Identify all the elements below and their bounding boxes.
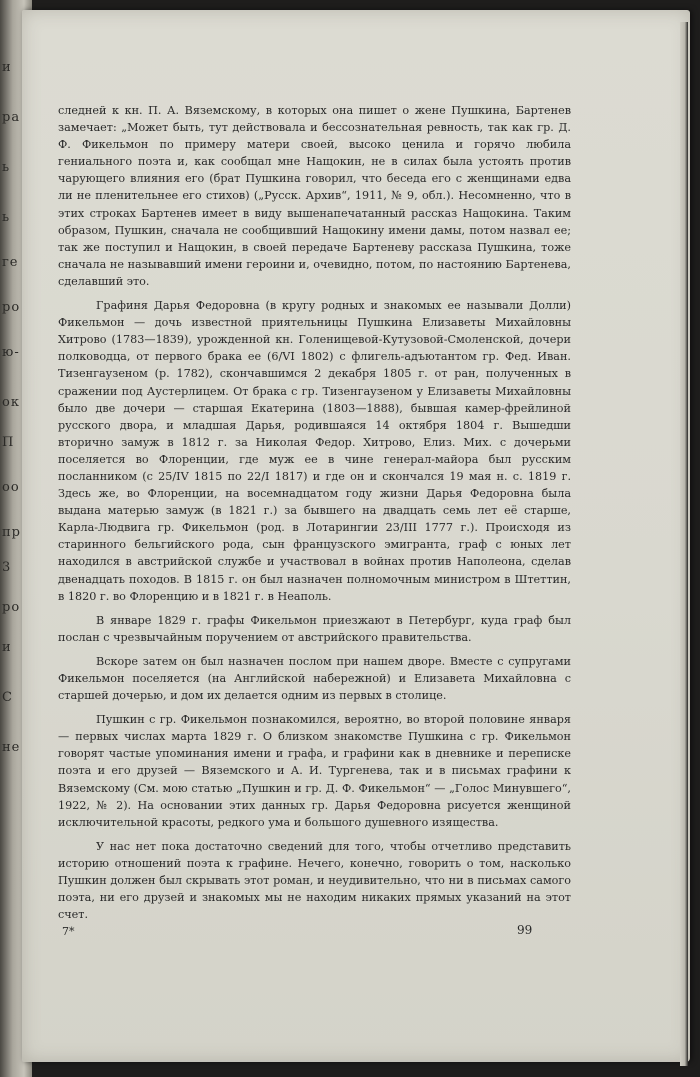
prev-page-fragment: ь bbox=[2, 210, 11, 225]
prev-page-fragment: ра bbox=[2, 110, 21, 125]
paragraph-relations: У нас нет пока достаточно сведений для того, чтобы отчетливо представить историю отношений поэта к графине. Нечего, конечно, говорить о том, насколько Пушкин должен был скрывать этот роман, и неудивительно, что ни в письмах самого поэта, ни его друзей и знакомых мы не находим никаких прямых указаний на этот счет. bbox=[58, 839, 571, 922]
paragraph-ambassador: Вскоре затем он был назначен послом при нашем дворе. Вместе с супругами Фикельмон поселяется (на Английской набережной) и Елизавета Михайловна с старшей дочерью, и дом их делается одним из первых в столице. bbox=[58, 654, 571, 703]
signature-mark: 7* bbox=[62, 925, 75, 938]
prev-page-fragment: ю- bbox=[2, 345, 20, 360]
prev-page-fragment: оо bbox=[2, 480, 20, 495]
prev-page-fragment: и bbox=[2, 60, 12, 75]
paragraph-continuation: следней к кн. П. А. Вяземскому, в которых она пишет о жене Пушкина, Бартенев замечает: „Может быть, тут действовала и бессознательная ревность, так как гр. Д. Ф. Фикельмон по примеру матери своей, высоко ценила и горячо любила гениального поэта и, как сообщал мне Нащокин, не в силах была устоять против чарующего влияния его (брат Пушкина говорил, что беседа его с женщинами едва ли не пленительнее его стихов) („Русск. Архив“, 1911, № 9, обл.). Несомненно, что в этих строках Бартенев имеет в виду вышенапечатанный рассказ Нащокина. Таким образом, Пушкин, сначала не сообщивший Нащокину имени дамы, потом назвал ее; так же поступил и Нащокин, в своей передаче Бартеневу рассказа Пушкина, тоже сначала не называвший имени героини и, очевидно, потом, по настоянию Бартенева, сделавший это. bbox=[58, 104, 571, 288]
prev-page-fragment: П bbox=[2, 435, 15, 450]
page-body bbox=[58, 102, 571, 930]
prev-page-fragment: ге bbox=[2, 255, 19, 270]
paragraph-ficquelmont-biography: Графиня Дарья Федоровна (в кругу родных и знакомых ее называли Долли) Фикельмон — дочь известной приятельницы Пушкина Елизаветы Михайловны Хитрово (1783—1839), урожденной кн. Голенищевой-Кутузовой-Смоленской, дочери полководца, от первого брака ее (6/VI 1802) с флигель-адъютантом гр. Фед. Иван. Тизенгаузеном (р. 1782), скончавшимся 2 декабря 1805 г. от ран, полученных в сражении под Аустерлицем. От брака с гр. Тизенгаузеном у Елизаветы Михайловны было две дочери — старшая Екатерина (1803—1888), бывшая камер-фрейлиной русского двора, и младшая Дарья, родившаяся 14 октября 1804 г. Вышедши вторично замуж в 1812 г. за Николая Федор. Хитрово, Елиз. Мих. с дочерьми поселяется во Флоренции, где муж ее в чине генерал-майора был русским посланником (с 25/IV 1815 по 22/I 1817) и где он и скончался 19 мая н. с. 1819 г. Здесь же, во Флоренции, на восемнадцатом году жизни Дарья Федоровна была выдана матерью замуж (в 1821 г.) за бывшего на двадцать семь лет её старше, Карла-Людвига гр. Фикельмон (род. в Лотарингии 23/III 1777 г.). Происходя из старинного бельгийского рода, сын французского эмигранта, граф с юных лет находился в австрийской службе и участвовал в войнах против Наполеона, сделав двенадцать походов. В 1815 г. он был назначен полномочным министром в Штеттин, в 1820 г. во Флоренцию и в 1821 г. в Неаполь. bbox=[58, 299, 571, 603]
prev-page-fragment: ро bbox=[2, 600, 21, 615]
prev-page-fragment: ь bbox=[2, 160, 11, 175]
paragraph-acquaintance: Пушкин с гр. Фикельмон познакомился, вероятно, во второй половине января — первых числах марта 1829 г. О близком знакомстве Пушкина с гр. Фикельмон говорят частые упоминания имени и графа, и графини как в дневнике и переписке поэта и его друзей — Вяземского и А. И. Тургенева, так и в письмах графини к Вяземскому (См. мою статью „Пушкин и гр. Д. Ф. Фикельмон“ — „Голос Минувшего“, 1922, № 2). На основании этих данных гр. Дарья Федоровна рисуется женщиной исключительной красоты, редкого ума и большого душевного изящества. bbox=[58, 713, 571, 829]
paragraph-arrival-1829: В январе 1829 г. графы Фикельмон приезжают в Петербург, куда граф был послан с чрезвычайным поручением от австрийского правительства. bbox=[58, 613, 571, 644]
prev-page-fragment: не bbox=[2, 740, 21, 755]
book-page bbox=[22, 10, 690, 1062]
prev-page-fragment: С bbox=[2, 690, 13, 705]
page-number: 99 bbox=[517, 923, 533, 937]
prev-page-fragment: ок bbox=[2, 395, 20, 410]
prev-page-fragment: ро bbox=[2, 300, 21, 315]
prev-page-fragment: пр bbox=[2, 525, 21, 540]
page-edge bbox=[680, 22, 688, 1066]
prev-page-fragment: и bbox=[2, 640, 12, 655]
prev-page-fragment: 3 bbox=[2, 560, 12, 575]
